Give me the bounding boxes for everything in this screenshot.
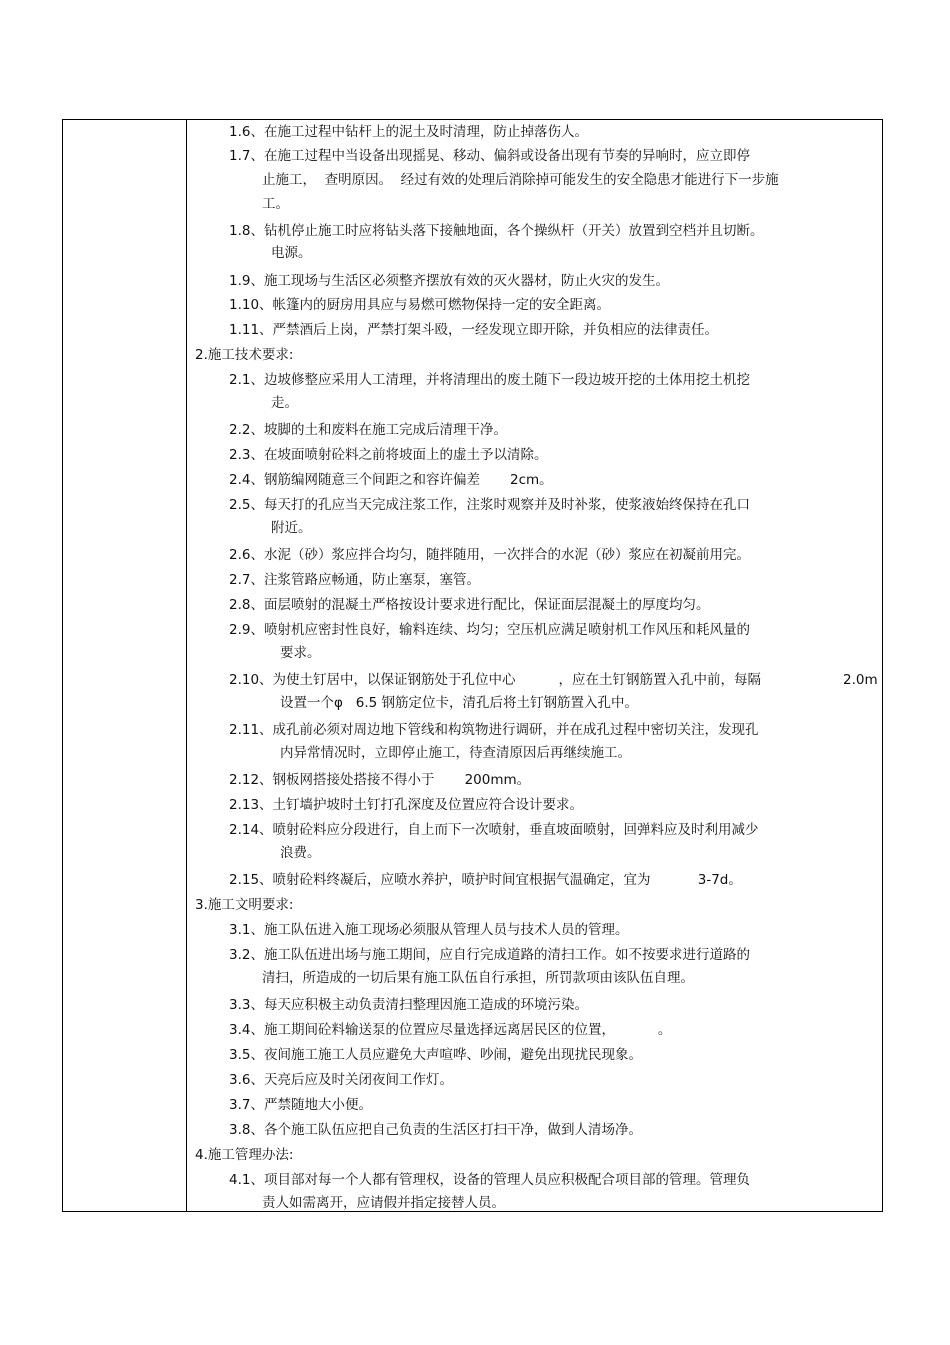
text-line: 4.1、项目部对每一个人都有管理权，设备的管理人员应积极配合项目部的管理。管理负 bbox=[229, 1172, 750, 1188]
text-line: 2.1、边坡修整应采用人工清理，并将清理出的废土随下一段边坡开挖的土体用挖土机挖 bbox=[229, 372, 750, 388]
text-line: 电源。 bbox=[271, 245, 312, 261]
text-line: 1.9、施工现场与生活区必须整齐摆放有效的灭火器材，防止火灾的发生。 bbox=[229, 273, 669, 289]
text-line: 2.12、钢板网搭接处搭接不得小于 200mm。 bbox=[229, 772, 531, 788]
text-line: 3.7、严禁随地大小便。 bbox=[229, 1097, 372, 1113]
text-line: 1.6、在施工过程中钻杆上的泥土及时清理，防止掉落伤人。 bbox=[229, 124, 588, 140]
text-line: 3.1、施工队伍进入施工现场必须服从管理人员与技术人员的管理。 bbox=[229, 922, 629, 938]
text-line: 止施工， 查明原因。 经过有效的处理后消除掉可能发生的安全隐患才能进行下一步施 bbox=[262, 172, 779, 188]
text-line: 3.8、各个施工队伍应把自己负责的生活区打扫干净，做到人清场净。 bbox=[229, 1122, 642, 1138]
text-line: 3.5、夜间施工施工人员应避免大声喧哗、吵闹，避免出现扰民现象。 bbox=[229, 1047, 642, 1063]
text-line: 内异常情况时，立即停止施工，待查清原因后再继续施工。 bbox=[280, 745, 631, 761]
text-line: 工。 bbox=[262, 196, 289, 212]
text-line: 2.15、喷射砼料终凝后，应喷水养护，喷护时间宜根据气温确定，宜为 3-7d。 bbox=[229, 872, 742, 888]
text-line: 附近。 bbox=[271, 520, 312, 536]
text-line: 3.3、每天应积极主动负责清扫整理因施工造成的环境污染。 bbox=[229, 997, 588, 1013]
text-line: 1.8、钻机停止施工时应将钻头落下接触地面，各个操纵杆（开关）放置到空档并且切断。 bbox=[229, 223, 764, 239]
text-line: 2.11、成孔前必须对周边地下管线和构筑物进行调研，并在成孔过程中密切关注，发现孔 bbox=[229, 722, 759, 738]
text-line: 走。 bbox=[271, 395, 298, 411]
text-line: 2.5、每天打的孔应当天完成注浆工作，注浆时观察并及时补浆，使浆液始终保持在孔口 bbox=[229, 497, 750, 513]
text-line: 2.10、为使土钉居中，以保证钢筋处于孔位中心 ，应在土钉钢筋置入孔中前，每隔 bbox=[229, 672, 761, 688]
text-line: 2.2、坡脚的土和废料在施工完成后清理干净。 bbox=[229, 422, 507, 438]
text-line: 3.4、施工期间砼料输送泵的位置应尽量选择远离居民区的位置， 。 bbox=[229, 1022, 672, 1038]
text-line: 2.8、面层喷射的混凝土严格按设计要求进行配比，保证面层混凝土的厚度均匀。 bbox=[229, 597, 710, 613]
text-line: 清扫，所造成的一切后果有施工队伍自行承担，所罚款项由该队伍自理。 bbox=[262, 970, 694, 986]
text-line: 4.施工管理办法: bbox=[195, 1147, 294, 1163]
text-line: 3.6、天亮后应及时关闭夜间工作灯。 bbox=[229, 1072, 453, 1088]
text-line: 2.13、土钉墙护坡时土钉打孔深度及位置应符合设计要求。 bbox=[229, 797, 584, 813]
text-line: 2.施工技术要求: bbox=[195, 347, 294, 363]
text-line: 2.6、水泥（砂）浆应拌合均匀，随拌随用，一次拌合的水泥（砂）浆应在初凝前用完。 bbox=[229, 547, 750, 563]
text-line: 1.10、帐篷内的厨房用具应与易燃可燃物保持一定的安全距离。 bbox=[229, 297, 611, 313]
text-line: 3.2、施工队伍进出场与施工期间，应自行完成道路的清扫工作。如不按要求进行道路的 bbox=[229, 947, 750, 963]
text-line: 2.0m bbox=[843, 672, 878, 688]
text-line: 2.7、注浆管路应畅通，防止塞泵，塞管。 bbox=[229, 572, 480, 588]
text-line: 2.4、钢筋编网随意三个间距之和容许偏差 2cm。 bbox=[229, 472, 553, 488]
text-line: 设置一个φ 6.5 钢筋定位卡，清孔后将土钉钢筋置入孔中。 bbox=[280, 695, 639, 711]
text-line: 责人如需离开，应请假并指定接替人员。 bbox=[262, 1195, 505, 1211]
text-line: 要求。 bbox=[280, 645, 321, 661]
text-line: 浪费。 bbox=[280, 845, 321, 861]
text-line: 3.施工文明要求: bbox=[195, 897, 294, 913]
text-line: 2.3、在坡面喷射砼料之前将坡面上的虚土予以清除。 bbox=[229, 447, 548, 463]
text-line: 2.14、喷射砼料应分段进行，自上而下一次喷射，垂直坡面喷射，回弹料应及时利用减少 bbox=[229, 822, 759, 838]
column-divider bbox=[186, 120, 187, 1211]
text-line: 1.11、严禁酒后上岗，严禁打架斗殴，一经发现立即开除，并负相应的法律责任。 bbox=[229, 322, 719, 338]
text-line: 2.9、喷射机应密封性良好，输料连续、均匀；空压机应满足喷射机工作风压和耗风量的 bbox=[229, 622, 750, 638]
text-line: 1.7、在施工过程中当设备出现摇晃、移动、偏斜或设备出现有节奏的异响时，应立即停 bbox=[229, 148, 750, 164]
